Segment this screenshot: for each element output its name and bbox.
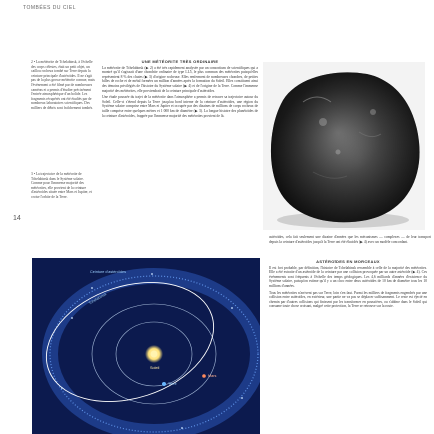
meteorite-image (263, 62, 425, 230)
sidebar-note-1 (31, 60, 95, 111)
article-paragraph-2: Une étude poussée du trajet de la météorite dans l'atmosphère a permis de retracer sa trajectoire autour du Soleil. Celle-ci s'étend depuis la Terre jusqu'au bord interne de la ceinture d'astéroïdes, une région du Système solaire comprise entre Mars et Jupiter et occupée par des dizaines de millions de corps rocheux de taille comprise entre quelques mètres et 1 000 km de diamètre (▶ 3). La longue histoire des planétoïdes de la ceinture d'astéroïdes, frappée par l'immense majorité des météorites provient de là. (102, 95, 258, 118)
article-paragraph-3: astéroïdes, cela fait seulement une dizaine d'années que les mécanismes — complexes — de leur transport depuis la ceinture d'astéroïdes jusqu'à la Terre ont été élucidés (▶ 4) avec un modèle concordant. (269, 235, 431, 244)
orbit-diagram-svg (32, 258, 260, 434)
meteorite-photo (263, 62, 425, 230)
article-column-right (269, 260, 427, 311)
orbit-diagram (32, 258, 260, 434)
mars-icon (202, 374, 206, 378)
header-title: TOMBÉES DU CIEL (23, 5, 76, 11)
label-asteroid-belt: Ceinture d'astéroïdes (90, 270, 126, 274)
label-mars: Mars (208, 374, 217, 378)
sun-icon (151, 351, 158, 358)
running-header (23, 5, 76, 11)
section-heading-2: ASTÉROÏDES EN MORCEAUX (316, 259, 380, 264)
sidebar-note-2-text: 3 • La trajectoire de la météorite de Tchelabinsk dans le Système solaire. Comme pour l'immense majorité des météorites, elle provient de la ceinture d'astéroïdes située entre Mars et Jupiter, et croise l'orbite de la Terre. (31, 172, 92, 199)
article-paragraph-5: Tous les météorites n'arrivent pas sur Terre, loin s'en faut. Parmi les milliers de fragments engendrés par une collision entre astéroïdes, en extérieur, une partie ne va pas se déplacer suffisamment. Le reste est éjecté en chemin par d'autres collisions qui finissent par les transformer en poussières, ou s'abîme dans le Soleil qui consume toute chose croisant, malgré cette protection, la Terre se retrouve sur la route. (269, 290, 427, 309)
article-paragraph-4: Il est fort probable, par définition, l'histoire de Tchelabinsk ressemble à celle de la majorité des météorites. Elle a été extraite d'un astéroïde de la ceinture par une collision provoquée par un autre astéroïde (▶ 4). Ces événements sont fréquents à l'échelle des temps géologiques. Les 4,6 milliards d'années d'existence du Système solaire, puisqu'on estime qu'il y a un choc entre deux astéroïdes de 10 km de diamètre tous les 10 millions d'années. (269, 265, 427, 288)
sidebar-note-2 (31, 172, 95, 200)
label-tchelabinsk: Tchelabinsk (88, 292, 108, 306)
section-heading-1: UNE MÉTÉORITE TRÈS ORDINAIRE (141, 59, 219, 64)
sidebar-note-1-text: 2 • La météorite de Tchelabinsk, à l'échelle des corps célestes, était un petit objet, un caillou rocheux tombé sur Terre depuis la ceinture principale d'astéroïdes. Il ne s'agit pas de la plus grosse météorite connue, mais l'événement a été filmé par de nombreuses caméras et a permis d'étudier précisément l'entrée atmosphérique d'un bolide. Les fragments récupérés ont été étudiés par de nombreux laboratoires scientifiques. Des milliers de débris sont fraîchement tombés. (31, 60, 95, 110)
article-paragraph-1: La météorite de Tchelabinsk (▶ 2) a été très rapidement analysée par un consortium de scientifiques qui a montré qu'il s'agissait d'une chondrite ordinaire de type LL5, le plus commun des météorites puisqu'elles représentent 8 % des chutes (▶ 3) d'origine rocheuse. Elles renferment de nombreuses chondres, de petites billes de roche et de métal formées un million d'années après la formation du Soleil. Elles constituent ainsi des témoins privilégiés de l'histoire du Système solaire (▶ 4) et de l'origine de la Terre. Comme l'immense majorité des météorites, elle proviendrait de la ceinture principale d'astéroïdes. (102, 65, 258, 93)
page-number: 14 (13, 215, 21, 222)
article-continuation (269, 235, 431, 244)
label-earth: Terre (168, 382, 177, 386)
article-column-top (102, 60, 258, 120)
earth-icon (162, 382, 166, 386)
label-sun: Soleil (150, 366, 160, 370)
